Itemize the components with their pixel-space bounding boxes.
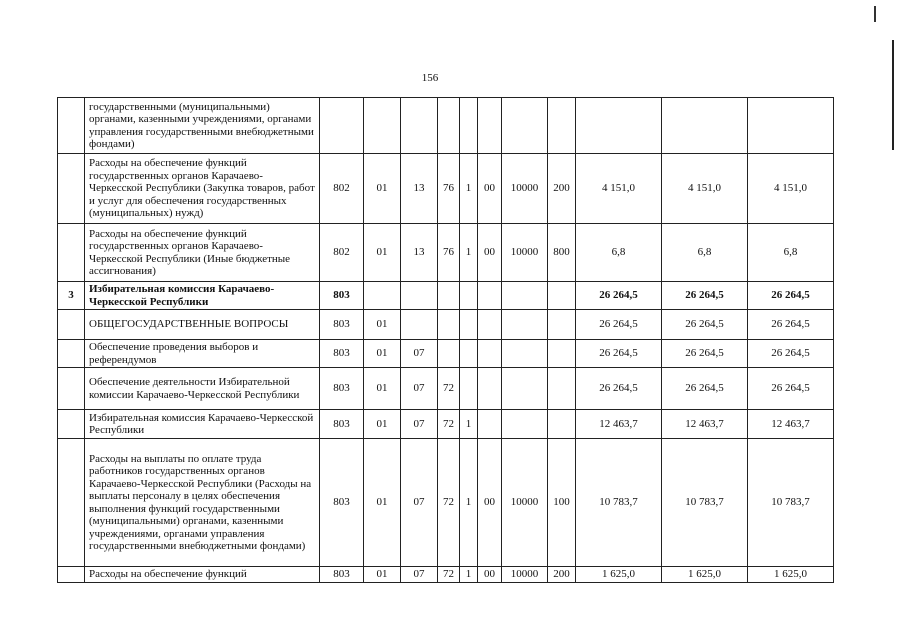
- code-expense-type-cell: [548, 310, 576, 340]
- amount-year-3-cell: 12 463,7: [748, 410, 834, 439]
- code-subprogram-cell: 1: [460, 567, 478, 583]
- code-ministry-cell: [320, 98, 364, 154]
- code-expense-type-cell: 100: [548, 439, 576, 567]
- amount-year-2-cell: [662, 98, 748, 154]
- table-row: [58, 282, 834, 310]
- amount-year-1-cell: 26 264,5: [576, 340, 662, 368]
- code-subsection-cell: [401, 282, 438, 310]
- amount-year-3-cell: 26 264,5: [748, 310, 834, 340]
- code-ministry-cell: 803: [320, 410, 364, 439]
- amount-year-3-cell: 6,8: [748, 224, 834, 282]
- row-name-cell: Расходы на выплаты по оплате труда работников государственных органов Карачаево-Черкесской Республики (Расходы на выплаты персоналу в целях обеспечения выполнения функций государственными (муниципальными) органами, казенными учреждениями, органами управления государственными внебюджетными фондами): [85, 439, 320, 567]
- code-section-cell: 01: [364, 340, 401, 368]
- code-program-cell: [438, 310, 460, 340]
- code-expense-type-cell: [548, 98, 576, 154]
- code-subsection-cell: 07: [401, 368, 438, 410]
- row-number-cell: [58, 98, 85, 154]
- code-main-cell: [478, 310, 502, 340]
- code-main-cell: 00: [478, 439, 502, 567]
- code-section-cell: [364, 98, 401, 154]
- code-subsection-cell: 13: [401, 154, 438, 224]
- row-number-cell: [58, 310, 85, 340]
- amount-year-3-cell: 26 264,5: [748, 340, 834, 368]
- code-main-cell: 00: [478, 224, 502, 282]
- code-direction-cell: 10000: [502, 567, 548, 583]
- code-program-cell: 76: [438, 154, 460, 224]
- code-subsection-cell: 13: [401, 224, 438, 282]
- table-row: [58, 224, 834, 282]
- code-ministry-cell: 803: [320, 310, 364, 340]
- code-direction-cell: 10000: [502, 224, 548, 282]
- table-row: [58, 340, 834, 368]
- code-section-cell: 01: [364, 439, 401, 567]
- code-ministry-cell: 803: [320, 368, 364, 410]
- code-program-cell: [438, 98, 460, 154]
- table-row: [58, 439, 834, 567]
- row-name-cell: Расходы на обеспечение функций: [85, 567, 320, 583]
- amount-year-1-cell: 1 625,0: [576, 567, 662, 583]
- code-subsection-cell: 07: [401, 340, 438, 368]
- code-subsection-cell: [401, 310, 438, 340]
- code-subprogram-cell: 1: [460, 410, 478, 439]
- row-number-cell: [58, 368, 85, 410]
- amount-year-2-cell: 26 264,5: [662, 368, 748, 410]
- code-subprogram-cell: [460, 340, 478, 368]
- page-number: 156: [421, 72, 439, 84]
- code-subprogram-cell: [460, 310, 478, 340]
- code-expense-type-cell: 800: [548, 224, 576, 282]
- row-number-cell: [58, 224, 85, 282]
- code-main-cell: [478, 368, 502, 410]
- row-name-cell: Расходы на обеспечение функций государственных органов Карачаево-Черкесской Республики (Закупка товаров, работ и услуг для обеспечения государственных (муниципальных) нужд): [85, 154, 320, 224]
- table-row: [58, 368, 834, 410]
- code-subsection-cell: [401, 98, 438, 154]
- amount-year-3-cell: 26 264,5: [748, 282, 834, 310]
- code-direction-cell: 10000: [502, 439, 548, 567]
- code-ministry-cell: 803: [320, 340, 364, 368]
- code-expense-type-cell: 200: [548, 567, 576, 583]
- amount-year-2-cell: 26 264,5: [662, 282, 748, 310]
- amount-year-2-cell: 26 264,5: [662, 340, 748, 368]
- code-main-cell: [478, 340, 502, 368]
- code-subprogram-cell: 1: [460, 154, 478, 224]
- code-ministry-cell: 803: [320, 567, 364, 583]
- amount-year-1-cell: 4 151,0: [576, 154, 662, 224]
- code-section-cell: 01: [364, 224, 401, 282]
- budget-table: [57, 97, 834, 583]
- code-expense-type-cell: [548, 282, 576, 310]
- code-program-cell: 76: [438, 224, 460, 282]
- row-number-cell: [58, 567, 85, 583]
- row-number-cell: [58, 439, 85, 567]
- amount-year-3-cell: 26 264,5: [748, 368, 834, 410]
- code-direction-cell: [502, 410, 548, 439]
- amount-year-2-cell: 4 151,0: [662, 154, 748, 224]
- code-section-cell: 01: [364, 567, 401, 583]
- row-name-cell: Расходы на обеспечение функций государственных органов Карачаево-Черкесской Республики (Иные бюджетные ассигнования): [85, 224, 320, 282]
- code-subprogram-cell: 1: [460, 439, 478, 567]
- amount-year-1-cell: 6,8: [576, 224, 662, 282]
- code-main-cell: [478, 282, 502, 310]
- amount-year-1-cell: 26 264,5: [576, 282, 662, 310]
- row-name-cell: Обеспечение деятельности Избирательной комиссии Карачаево-Черкесской Республики: [85, 368, 320, 410]
- code-subprogram-cell: [460, 98, 478, 154]
- code-subprogram-cell: [460, 368, 478, 410]
- code-program-cell: 72: [438, 368, 460, 410]
- code-ministry-cell: 803: [320, 282, 364, 310]
- code-ministry-cell: 802: [320, 154, 364, 224]
- code-direction-cell: [502, 98, 548, 154]
- code-main-cell: 00: [478, 567, 502, 583]
- amount-year-1-cell: 12 463,7: [576, 410, 662, 439]
- amount-year-2-cell: 12 463,7: [662, 410, 748, 439]
- row-name-cell: государственными (муниципальными) органами, казенными учреждениями, органами управления государственными внебюджетными фондами): [85, 98, 320, 154]
- code-subsection-cell: 07: [401, 410, 438, 439]
- code-program-cell: [438, 282, 460, 310]
- code-main-cell: 00: [478, 154, 502, 224]
- amount-year-2-cell: 1 625,0: [662, 567, 748, 583]
- code-subsection-cell: 07: [401, 567, 438, 583]
- amount-year-2-cell: 6,8: [662, 224, 748, 282]
- edge-scan-mark: [892, 40, 894, 150]
- amount-year-1-cell: 10 783,7: [576, 439, 662, 567]
- code-expense-type-cell: [548, 340, 576, 368]
- code-section-cell: [364, 282, 401, 310]
- code-section-cell: 01: [364, 368, 401, 410]
- row-number-cell: [58, 340, 85, 368]
- edge-tick-mark: [874, 6, 876, 22]
- code-expense-type-cell: 200: [548, 154, 576, 224]
- table-row: [58, 98, 834, 154]
- code-section-cell: 01: [364, 154, 401, 224]
- amount-year-3-cell: 4 151,0: [748, 154, 834, 224]
- code-direction-cell: [502, 282, 548, 310]
- table-row: [58, 567, 834, 583]
- amount-year-1-cell: 26 264,5: [576, 368, 662, 410]
- code-ministry-cell: 802: [320, 224, 364, 282]
- code-direction-cell: [502, 368, 548, 410]
- code-subprogram-cell: 1: [460, 224, 478, 282]
- code-program-cell: [438, 340, 460, 368]
- row-number-cell: [58, 410, 85, 439]
- row-number-cell: 3: [58, 282, 85, 310]
- code-direction-cell: [502, 340, 548, 368]
- amount-year-2-cell: 10 783,7: [662, 439, 748, 567]
- code-section-cell: 01: [364, 410, 401, 439]
- amount-year-1-cell: 26 264,5: [576, 310, 662, 340]
- row-name-cell: ОБЩЕГОСУДАРСТВЕННЫЕ ВОПРОСЫ: [85, 310, 320, 340]
- code-direction-cell: [502, 310, 548, 340]
- code-expense-type-cell: [548, 410, 576, 439]
- table-row: [58, 410, 834, 439]
- code-subprogram-cell: [460, 282, 478, 310]
- table-row: [58, 154, 834, 224]
- table-row: [58, 310, 834, 340]
- amount-year-3-cell: [748, 98, 834, 154]
- code-main-cell: [478, 410, 502, 439]
- row-number-cell: [58, 154, 85, 224]
- row-name-cell: Обеспечение проведения выборов и референдумов: [85, 340, 320, 368]
- code-direction-cell: 10000: [502, 154, 548, 224]
- code-expense-type-cell: [548, 368, 576, 410]
- code-ministry-cell: 803: [320, 439, 364, 567]
- row-name-cell: Избирательная комиссия Карачаево-Черкесской Республики: [85, 282, 320, 310]
- amount-year-1-cell: [576, 98, 662, 154]
- row-name-cell: Избирательная комиссия Карачаево-Черкесской Республики: [85, 410, 320, 439]
- amount-year-2-cell: 26 264,5: [662, 310, 748, 340]
- amount-year-3-cell: 10 783,7: [748, 439, 834, 567]
- code-main-cell: [478, 98, 502, 154]
- amount-year-3-cell: 1 625,0: [748, 567, 834, 583]
- code-program-cell: 72: [438, 439, 460, 567]
- code-program-cell: 72: [438, 567, 460, 583]
- code-section-cell: 01: [364, 310, 401, 340]
- code-subsection-cell: 07: [401, 439, 438, 567]
- code-program-cell: 72: [438, 410, 460, 439]
